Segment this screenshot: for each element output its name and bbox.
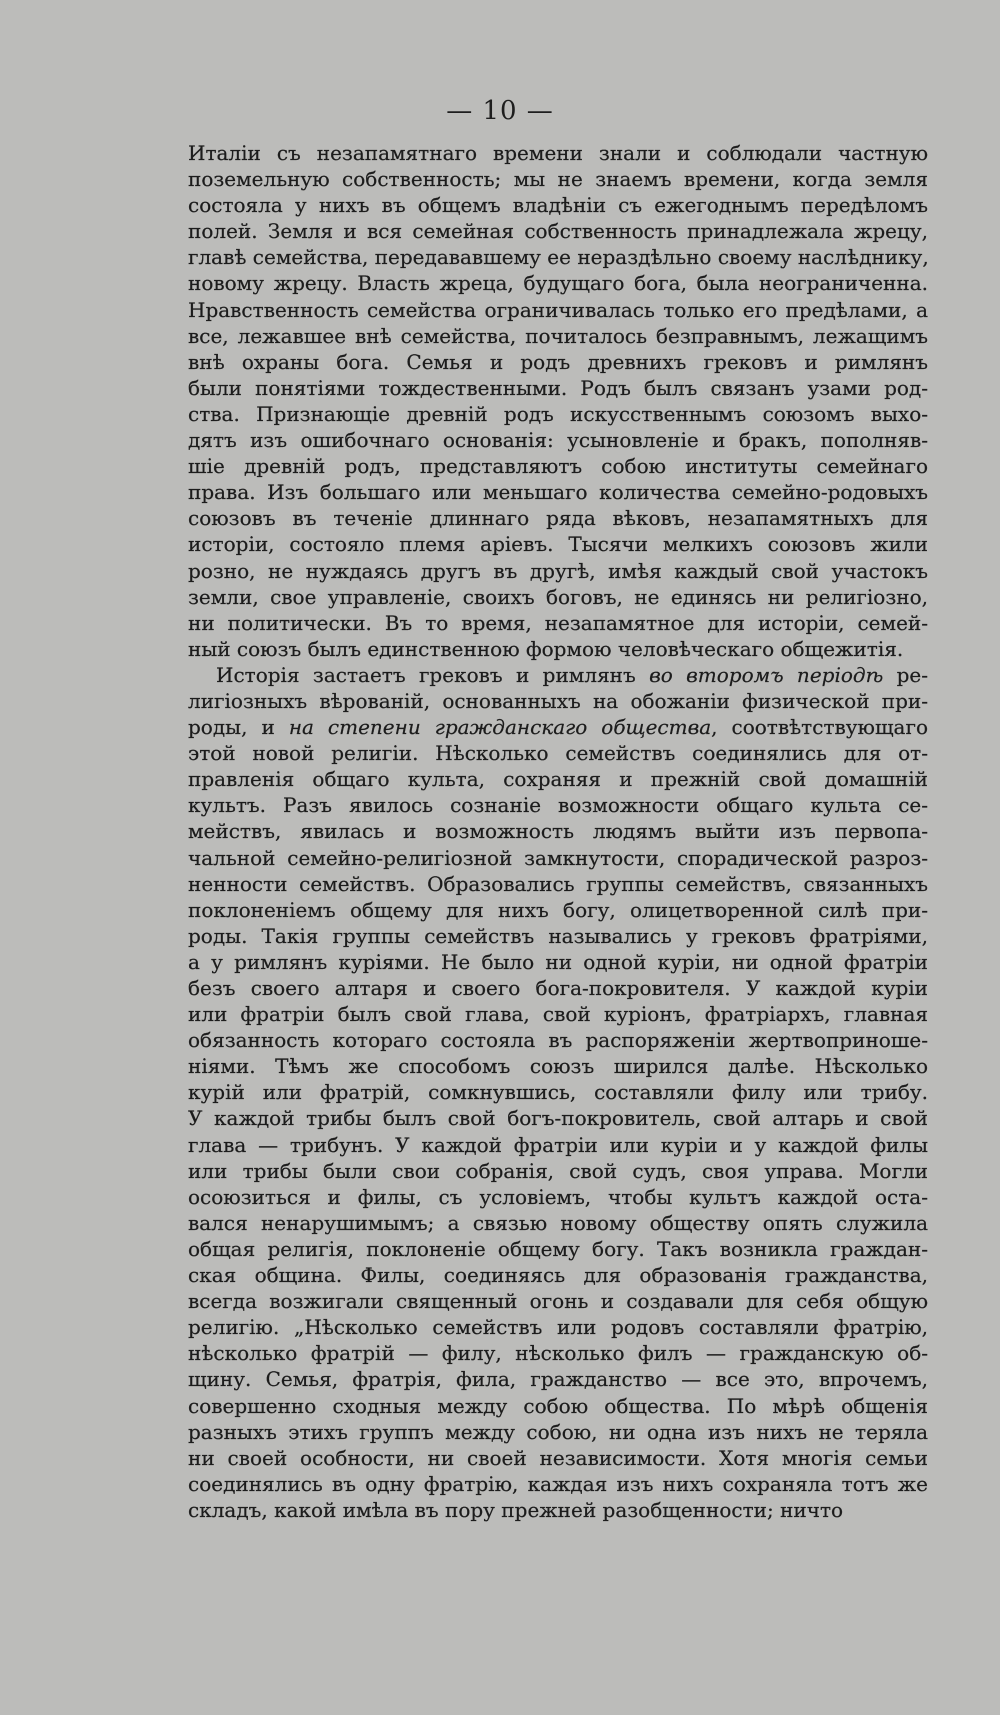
text-line: ненности семействъ. Образовались группы семействъ, связанныхъ	[188, 871, 928, 896]
text-line: внѣ охраны бога. Семья и родъ древнихъ грековъ и римлянъ	[188, 349, 928, 374]
text-line: шіе древній родъ, представляютъ собою институты семейнаго	[188, 454, 928, 479]
text-line: правленія общаго культа, сохраняя и прежній свой домашній	[188, 767, 928, 792]
text-line: религію. „Нѣсколько семействъ или родовъ составляли фратрію,	[188, 1315, 928, 1340]
text-line: поземельную собственность; мы не знаемъ времени, когда земля	[188, 167, 928, 192]
text-line: разныхъ этихъ группъ между собою, ни одна изъ нихъ не теряла	[188, 1419, 928, 1444]
text-line: курій или фратрій, сомкнувшись, составляли филу или трибу.	[188, 1080, 928, 1105]
text-line: роды. Такія группы семействъ назывались у грековъ фратріями,	[188, 923, 928, 948]
text-line: ская община. Филы, соединяясь для образованія гражданства,	[188, 1263, 928, 1288]
text-line: были понятіями тождественными. Родъ былъ связанъ узами род-	[188, 375, 928, 400]
text-line: всегда возжигали священный огонь и создавали для себя общую	[188, 1289, 928, 1314]
text-line: или трибы были свои собранія, свой судъ, своя управа. Могли	[188, 1158, 928, 1183]
text-line: ный союзъ былъ единственною формою человѣческаго общежитія.	[188, 636, 904, 661]
text-line: обязанность котораго состояла въ распоряженіи жертвоприноше-	[188, 1028, 928, 1053]
text-line: исторіи, состояло племя аріевъ. Тысячи мелкихъ союзовъ жили	[188, 532, 928, 557]
text-line: права. Изъ большаго или меньшаго количества семейно-родовыхъ	[188, 480, 928, 505]
text-line: поклоненіемъ общему для нихъ богу, олицетворенной силѣ при-	[188, 897, 928, 922]
text-line: совершенно сходныя между собою общества. По мѣрѣ общенія	[188, 1393, 928, 1418]
text-line: глава — трибунъ. У каждой фратріи или куріи и у каждой филы	[188, 1132, 928, 1157]
text-line: вался ненарушимымъ; а связью новому обществу опять служила	[188, 1210, 928, 1235]
text-line: или фратріи былъ свой глава, свой куріонъ, фратріархъ, главная	[188, 1002, 928, 1027]
text-line: ни своей особности, ни своей независимости. Хотя многія семьи	[188, 1445, 928, 1470]
paragraph-1	[188, 140, 928, 662]
text-line: союзовъ въ теченіе длиннаго ряда вѣковъ, незапамятныхъ для	[188, 506, 928, 531]
text-line: Исторія застаетъ грековъ и римлянъ во второмъ періодѣ ре-	[216, 662, 928, 687]
text-line: лигіозныхъ вѣрованій, основанныхъ на обожаніи физической при-	[188, 688, 928, 713]
text-line: ни политически. Въ то время, незапамятное для исторіи, семей-	[188, 610, 928, 635]
text-line: соединялись въ одну фратрію, каждая изъ нихъ сохраняла тотъ же	[188, 1471, 928, 1496]
text-line: все, лежавшее внѣ семейства, почиталось безправнымъ, лежащимъ	[188, 323, 928, 348]
text-line: складъ, какой имѣла въ пору прежней разобщенности; ничто	[188, 1497, 844, 1522]
text-line: этой новой религіи. Нѣсколько семействъ соединялись для от-	[188, 741, 928, 766]
text-line: Италіи съ незапамятнаго времени знали и соблюдали частную	[188, 141, 928, 165]
text-line: Нравственность семейства ограничивалась только его предѣлами, а	[188, 297, 928, 322]
text-line: состояла у нихъ въ общемъ владѣніи съ ежегоднымъ передѣломъ	[188, 193, 928, 218]
text-line: мействъ, явилась и возможность людямъ выйти изъ первопа-	[188, 819, 928, 844]
page-number: — 10 —	[446, 96, 554, 126]
text-line: У каждой трибы былъ свой богъ-покровитель, свой алтарь и свой	[188, 1106, 928, 1131]
text-line: розно, не нуждаясь другъ въ другѣ, имѣя каждый свой участокъ	[188, 558, 928, 583]
text-line: чальной семейно-религіозной замкнутости, спорадической разроз-	[188, 845, 928, 870]
text-line: безъ своего алтаря и своего бога-покровителя. У каждой куріи	[188, 976, 928, 1000]
text-line: общая религія, поклоненіе общему богу. Такъ возникла граждан-	[188, 1236, 928, 1261]
text-line: осоюзиться и филы, съ условіемъ, чтобы культъ каждой оста-	[188, 1184, 928, 1209]
text-line: полей. Земля и вся семейная собственность принадлежала жрецу,	[188, 219, 928, 244]
text-line: дятъ изъ ошибочнаго основанія: усыновленіе и бракъ, пополняв-	[188, 428, 928, 453]
body-text	[188, 140, 928, 1523]
text-line: главѣ семейства, передававшему ее нераздѣльно своему наслѣднику,	[188, 245, 929, 270]
text-line: ніями. Тѣмъ же способомъ союзъ ширился далѣе. Нѣсколько	[188, 1054, 928, 1079]
text-line: ства. Признающіе древній родъ искусственнымъ союзомъ выхо-	[188, 401, 928, 426]
text-line: щину. Семья, фратрія, фила, гражданство — все это, впрочемъ,	[188, 1367, 928, 1392]
text-line: нѣсколько фратрій — филу, нѣсколько филъ — гражданскую об-	[188, 1341, 928, 1366]
text-line: а у римлянъ куріями. Не было ни одной куріи, ни одной фратріи	[188, 949, 928, 974]
paragraph-2	[188, 662, 928, 1523]
text-line: земли, свое управленіе, своихъ боговъ, не единясь ни религіозно,	[188, 584, 928, 609]
text-line: роды, и на степени гражданскаго общества, соотвѣтствующаго	[188, 715, 928, 740]
text-line: культъ. Разъ явилось сознаніе возможности общаго культа се-	[188, 793, 928, 818]
text-line: новому жрецу. Власть жреца, будущаго бога, была неограниченна.	[188, 271, 928, 296]
